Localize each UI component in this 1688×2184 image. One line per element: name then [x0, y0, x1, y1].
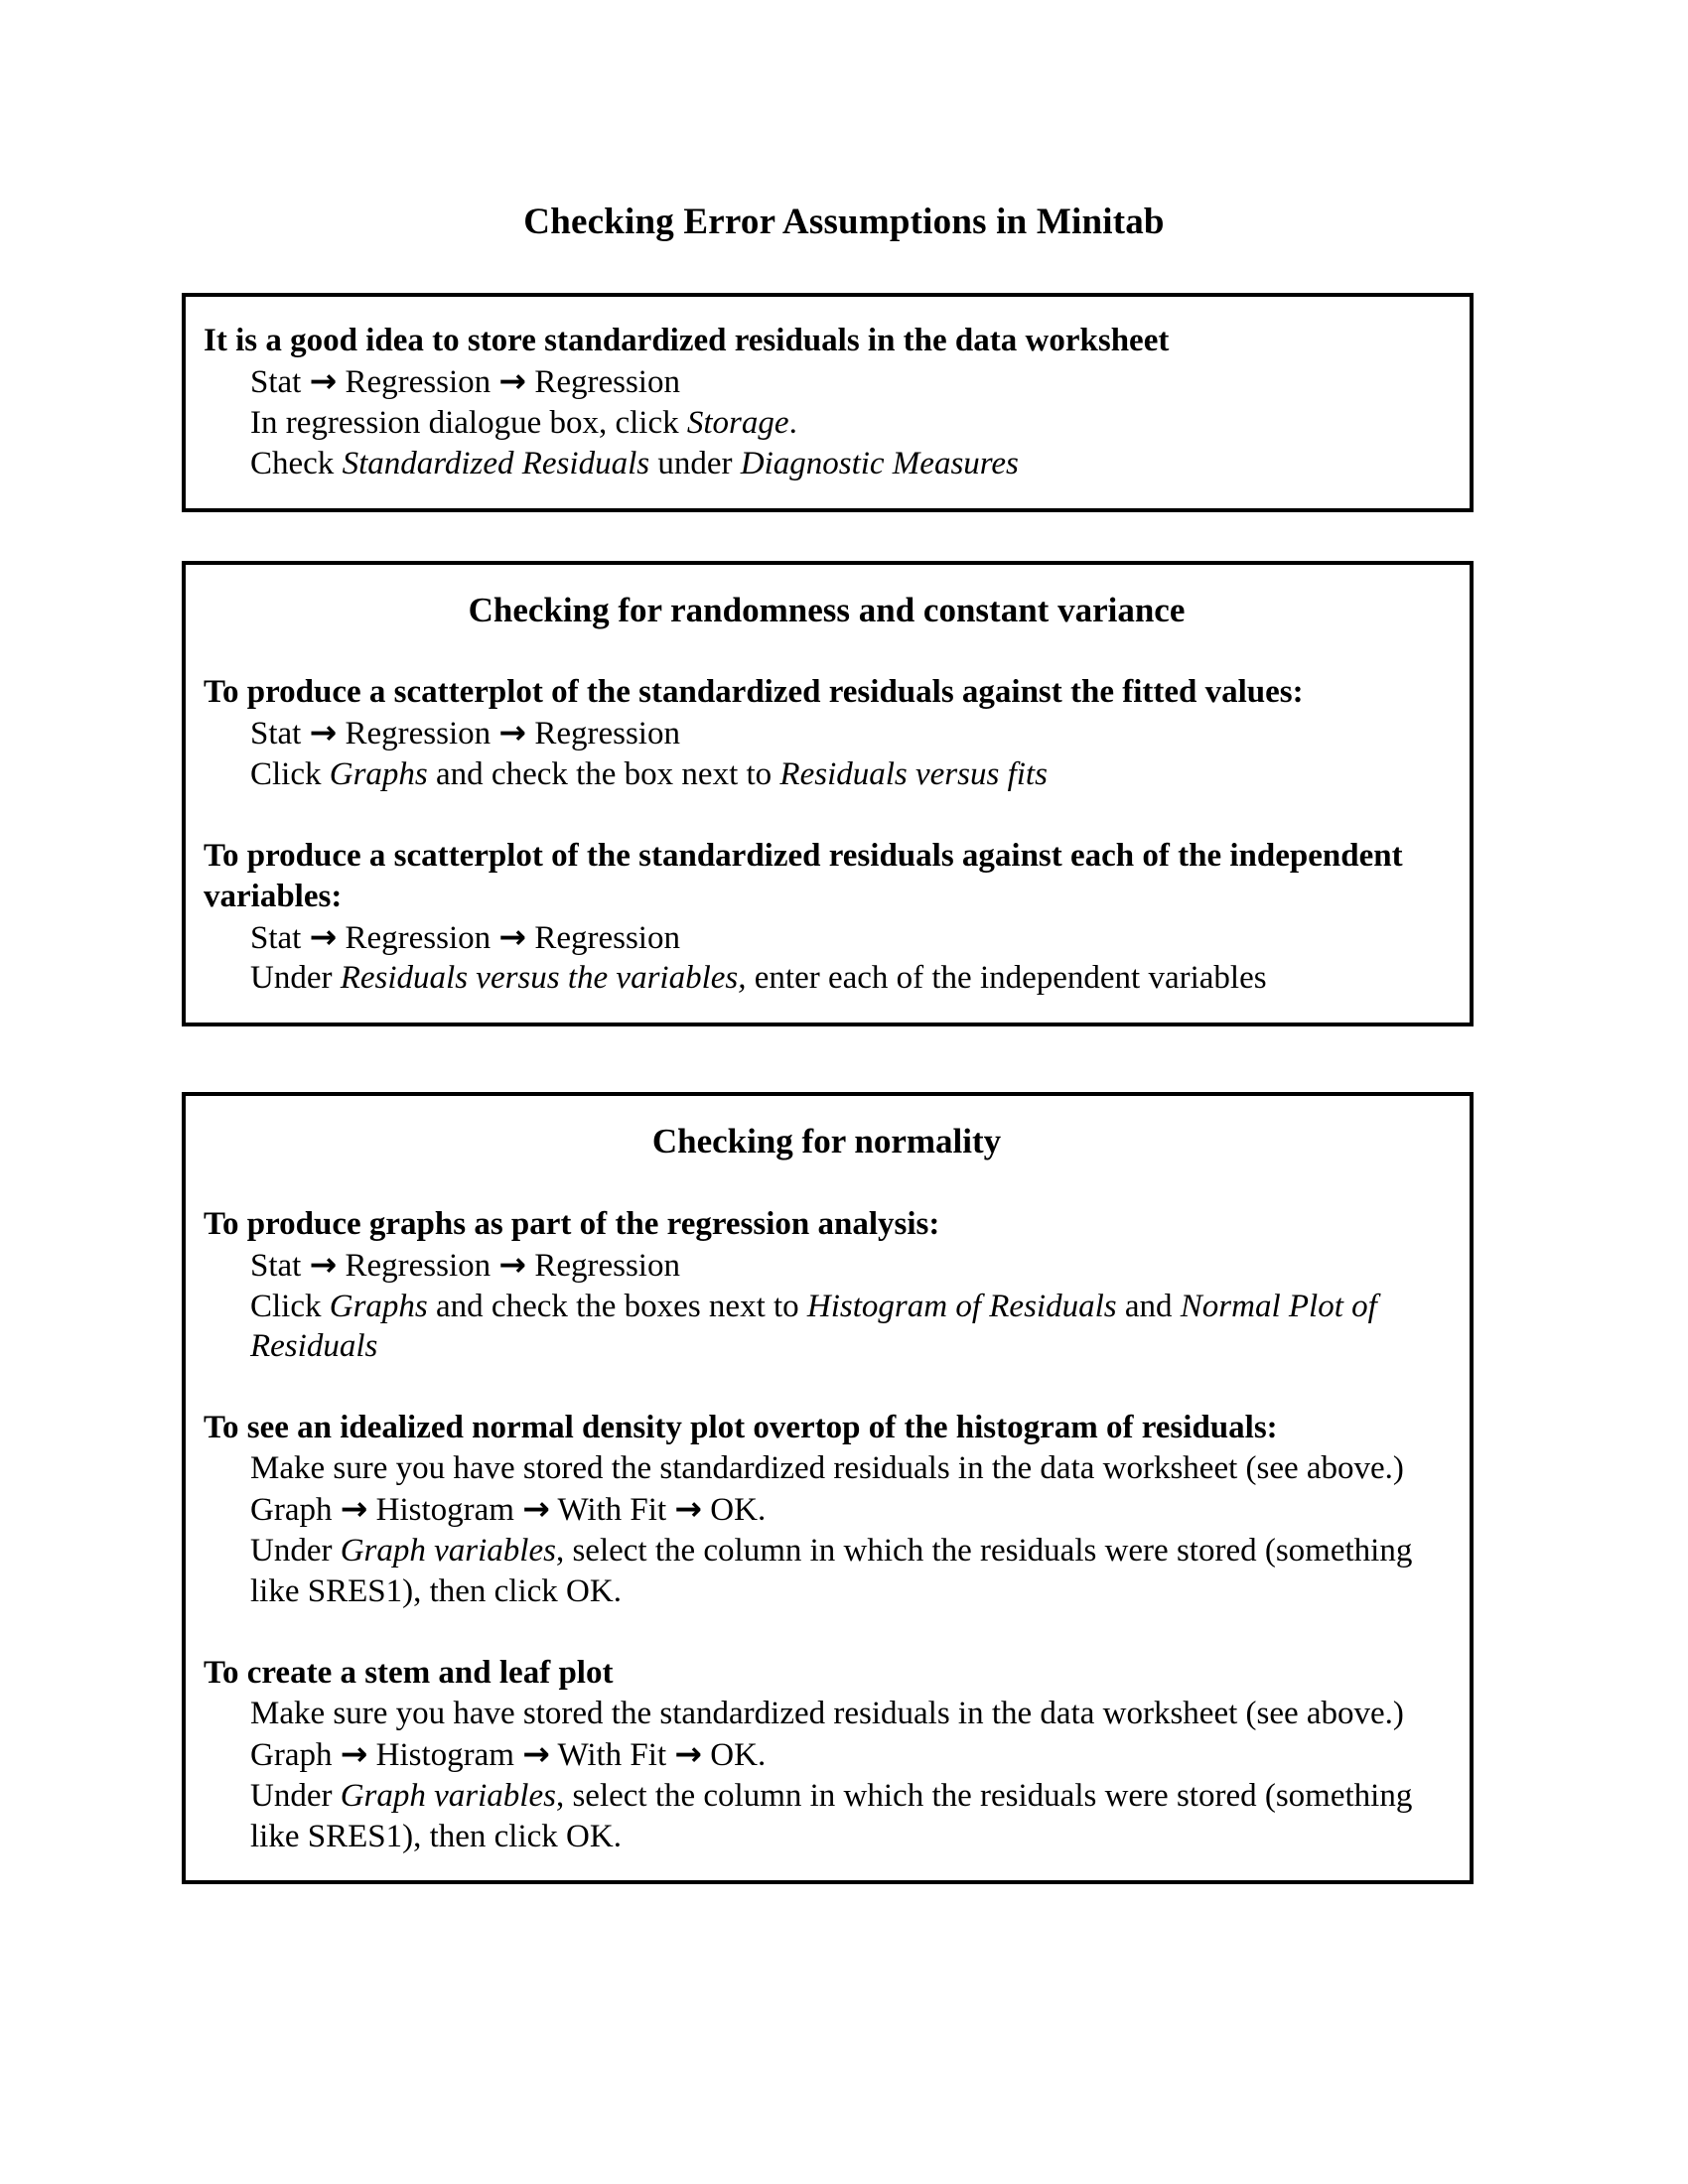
menu-arrow-icon: →: [309, 1244, 338, 1284]
section-lead: To produce a scatterplot of the standardized residuals against each of the independent variables:: [204, 837, 1403, 914]
step-line: Click Graphs and check the boxes next to Histogram of Residuals and Normal Plot of Residuals: [250, 1288, 1377, 1365]
menu-arrow-icon: →: [340, 1489, 368, 1529]
menu-arrow-icon: →: [522, 1489, 550, 1529]
ui-reference-italic: Graphs: [329, 1288, 428, 1324]
ui-reference-italic: Storage: [686, 404, 789, 441]
instruction-section: [204, 672, 1450, 795]
section-lead: To produce a scatterplot of the standardized residuals against the fitted values:: [204, 674, 1304, 711]
ui-reference-italic: Standardized Residuals: [342, 445, 650, 481]
step-line: Click Graphs and check the box next to Residuals versus fits: [250, 755, 1048, 792]
content-boxes: [0, 293, 1688, 1884]
step-line: Make sure you have stored the standardized residuals in the data worksheet (see above.): [250, 1695, 1404, 1731]
menu-arrow-icon: →: [674, 1733, 703, 1773]
step-line: Stat → Regression → Regression: [250, 712, 680, 751]
instruction-section: [204, 1204, 1450, 1368]
menu-arrow-icon: →: [674, 1489, 703, 1529]
ui-reference-italic: Graphs: [329, 755, 428, 792]
page-title: Checking Error Assumptions in Minitab: [523, 202, 1165, 242]
menu-arrow-icon: →: [498, 360, 527, 400]
box-heading: Checking for randomness and constant variance: [468, 590, 1186, 629]
menu-arrow-icon: →: [309, 360, 338, 400]
ui-reference-italic: Graph variables: [340, 1777, 556, 1814]
instruction-section: [204, 836, 1450, 1000]
menu-arrow-icon: →: [309, 916, 338, 956]
section-lead: It is a good idea to store standardized residuals in the data worksheet: [204, 323, 1170, 358]
ui-reference-italic: Diagnostic Measures: [740, 445, 1019, 481]
section-lead: To produce graphs as part of the regression analysis:: [204, 1205, 940, 1242]
menu-arrow-icon: →: [340, 1733, 368, 1773]
step-line: Under Residuals versus the variables, enter each of the independent variables: [250, 960, 1267, 997]
step-line: Graph → Histogram → With Fit → OK.: [250, 1489, 767, 1529]
step-line: Under Graph variables, select the column in which the residuals were stored (something like SRES1), then click OK.: [250, 1777, 1413, 1854]
step-line: Make sure you have stored the standardized residuals in the data worksheet (see above.): [250, 1450, 1404, 1487]
menu-arrow-icon: →: [498, 712, 527, 751]
section-lead: To see an idealized normal density plot overtop of the histogram of residuals:: [204, 1410, 1278, 1446]
instruction-section: [204, 1408, 1450, 1612]
ui-reference-italic: Histogram of Residuals: [806, 1288, 1117, 1324]
box-heading: Checking for normality: [651, 1122, 1002, 1161]
ui-reference-italic: Residuals versus the variables,: [340, 960, 747, 997]
menu-arrow-icon: →: [309, 712, 338, 751]
ui-reference-italic: Normal Plot of Residuals: [250, 1288, 1377, 1365]
ui-reference-italic: Residuals versus fits: [779, 755, 1048, 792]
menu-arrow-icon: →: [498, 1244, 527, 1284]
randomness-constant-variance-box: [182, 561, 1474, 1027]
menu-arrow-icon: →: [522, 1733, 550, 1773]
step-line: Stat → Regression → Regression: [250, 916, 680, 956]
step-line: Check Standardized Residuals under Diagnostic Measures: [250, 445, 1019, 481]
ui-reference-italic: Graph variables: [340, 1533, 556, 1570]
step-line: Graph → Histogram → With Fit → OK.: [250, 1733, 767, 1773]
store-residuals-box: [182, 293, 1474, 512]
menu-arrow-icon: →: [498, 916, 527, 956]
step-line: Stat → Regression → Regression: [250, 360, 680, 400]
instruction-section: [204, 321, 1450, 484]
normality-box: [182, 1092, 1474, 1884]
step-line: Stat → Regression → Regression: [250, 1244, 680, 1284]
step-line: In regression dialogue box, click Storage.: [250, 404, 797, 441]
instruction-section: [204, 1653, 1450, 1857]
step-line: Under Graph variables, select the column in which the residuals were stored (something like SRES1), then click OK.: [250, 1533, 1413, 1609]
section-lead: To create a stem and leaf plot: [204, 1654, 614, 1691]
